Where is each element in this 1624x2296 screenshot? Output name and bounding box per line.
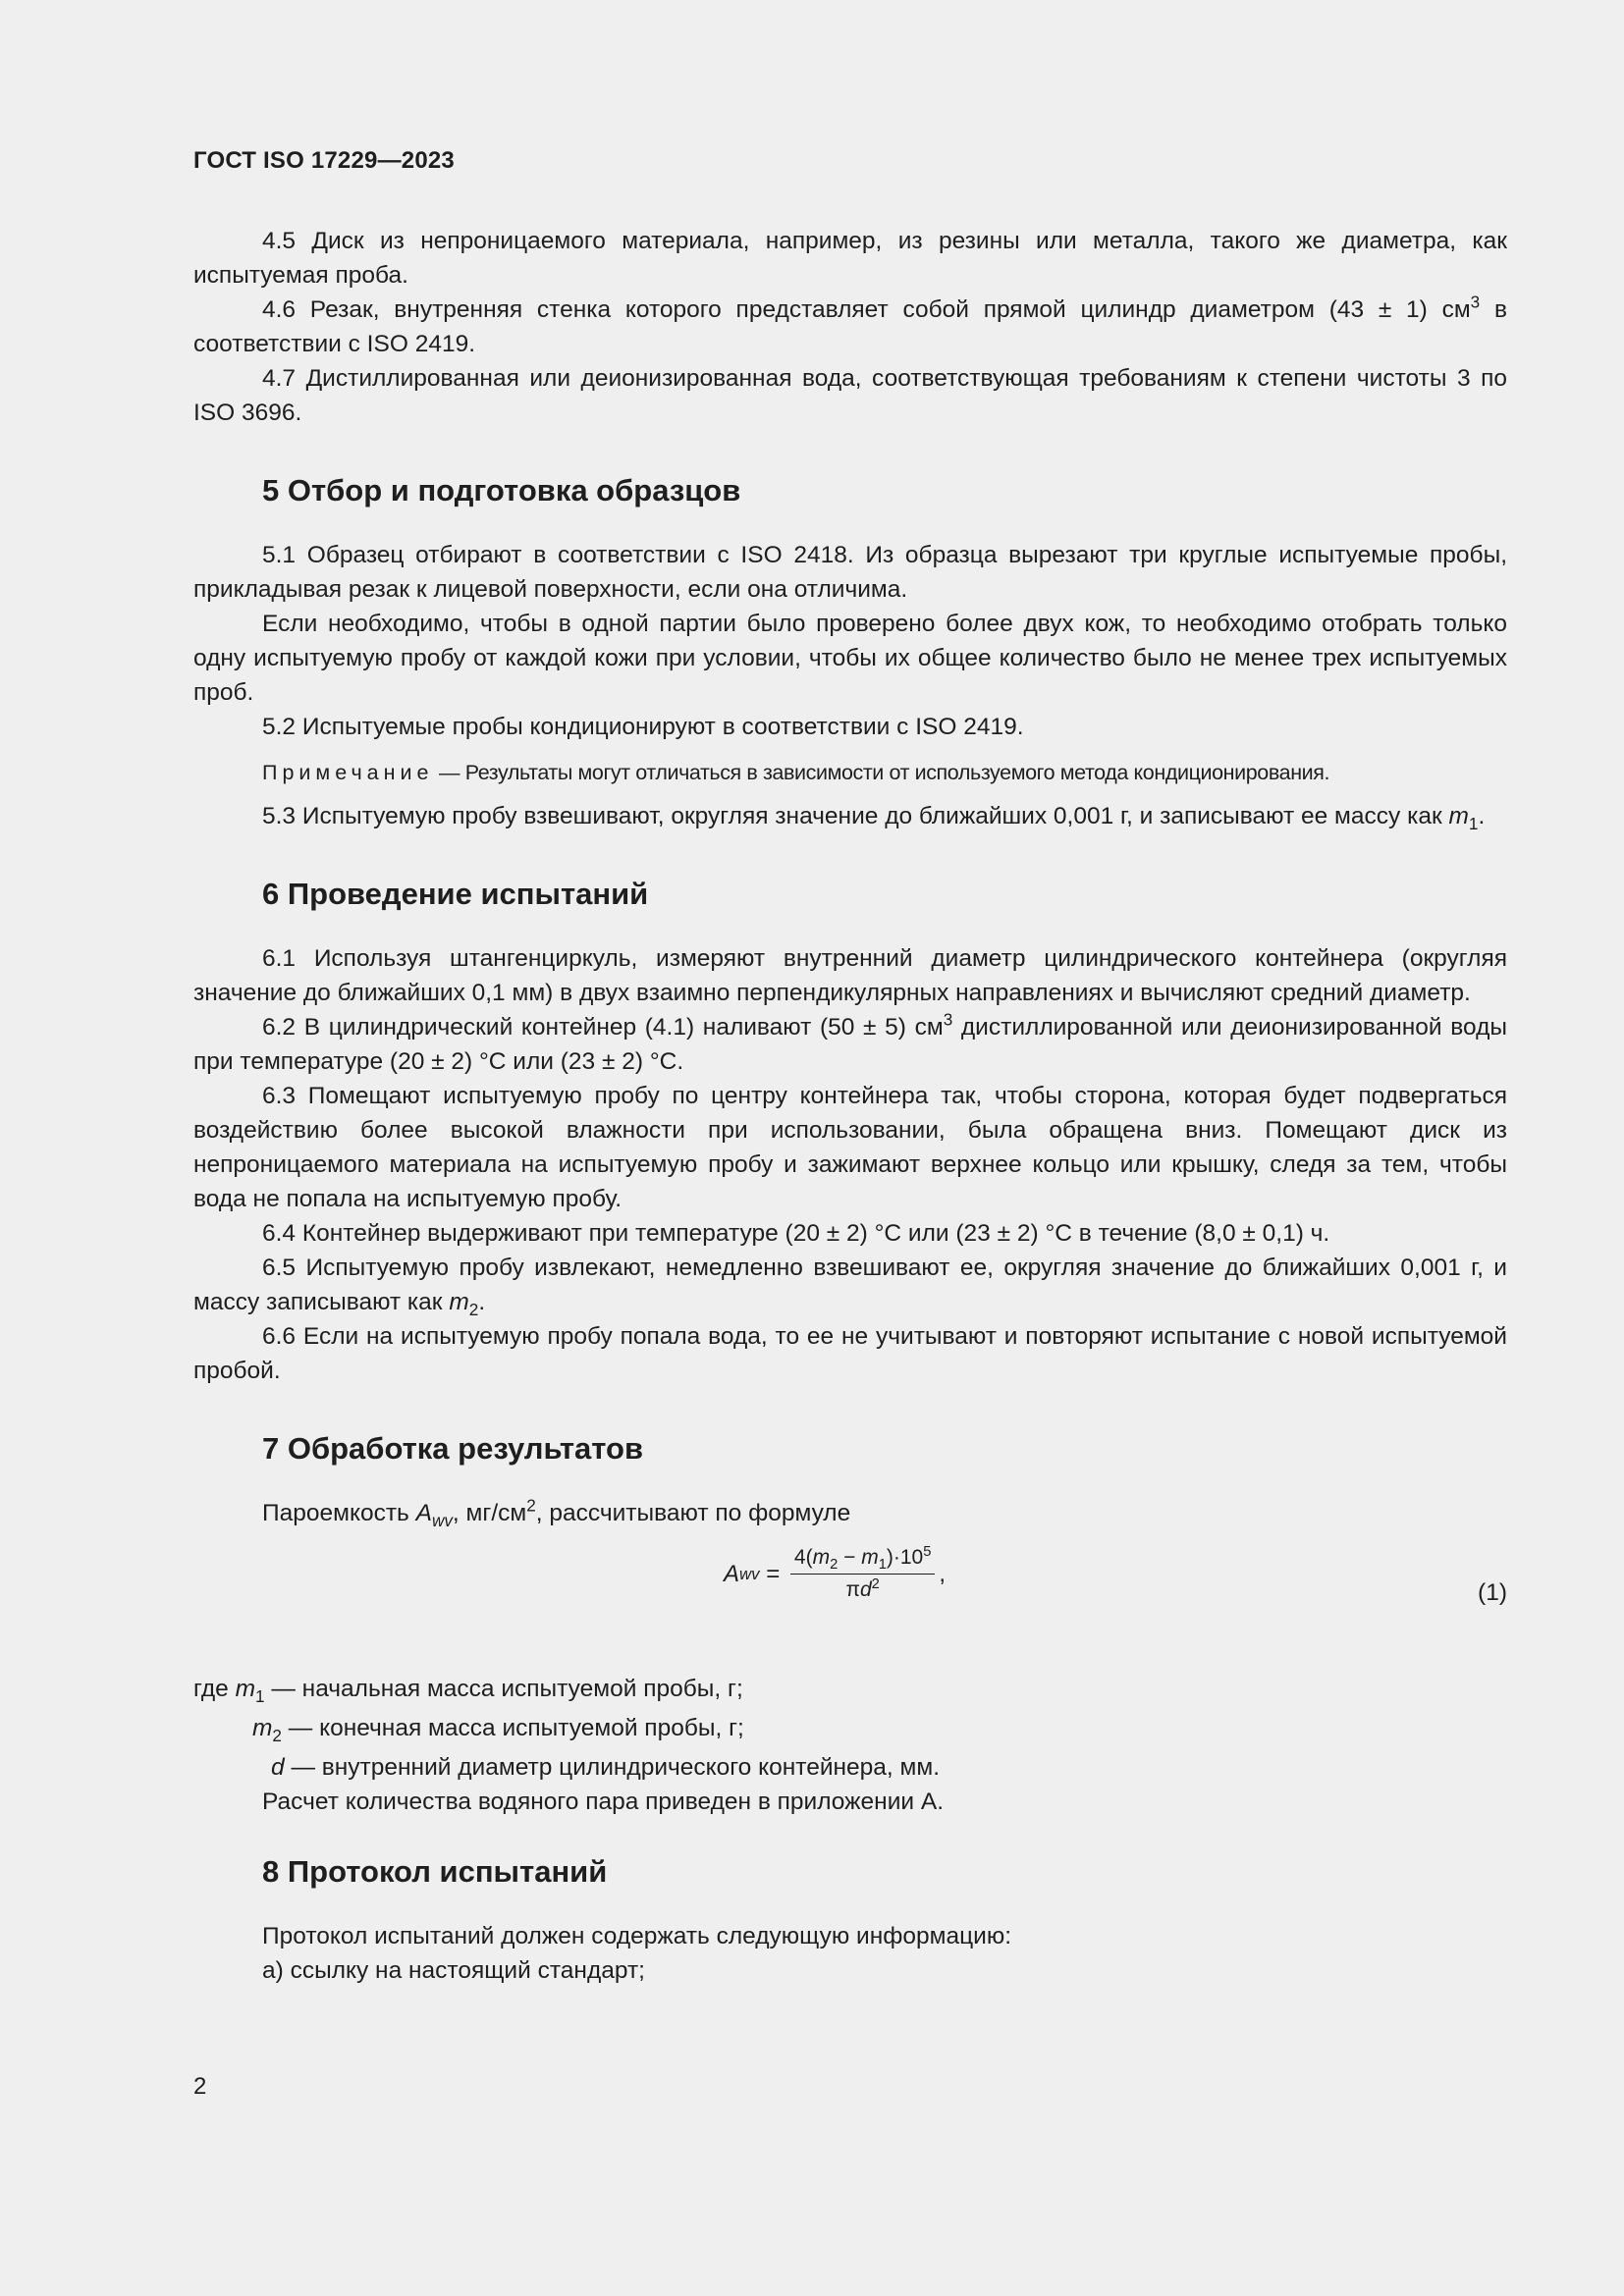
protocol-item-a: а) ссылку на настоящий стандарт; <box>262 1957 645 1984</box>
document-header: ГОСТ ISO 17229—2023 <box>193 147 455 174</box>
annex-reference: Расчет количества водяного пара приведен в приложении А. <box>262 1789 945 1815</box>
note-text: — Результаты могут отличаться в зависимости от используемого метода кондиционирования. <box>433 761 1330 784</box>
formula-denominator: $\pi d^2$ <box>845 1575 880 1601</box>
legend-m2: $m_2$ — конечная масса испытуемой пробы, г; <box>252 1715 744 1745</box>
legend-m1: где $m_1$ — начальная масса испытуемой пробы, г; <box>193 1676 743 1706</box>
formula-fraction <box>790 1544 936 1604</box>
formula-number: (1) <box>1478 1579 1507 1606</box>
formula-lhs: A <box>724 1561 740 1587</box>
clause-6-6: 6.6 Если на испытуемую пробу попала вода, то ее не учитывают и повторяют испытание с новой испытуемой пробой. <box>193 1323 1507 1384</box>
legend-d: d — внутренний диаметр цилиндрического контейнера, мм. <box>271 1754 941 1781</box>
page-number: 2 <box>193 2073 207 2100</box>
clause-5-1-continued: Если необходимо, чтобы в одной партии было проверено более двух кож, то необходимо отобрать только одну испытуемую пробу от каждой кожи при условии, чтобы их общее количество было не менее трех испытуемых проб. <box>193 611 1507 706</box>
section-5-heading: 5 Отбор и подготовка образцов <box>262 473 741 507</box>
formula-intro: Пароемкость $A_{wv}$, $мг/см^2$, рассчитывают по формуле <box>262 1495 851 1530</box>
clause-6-5: 6.5 Испытуемую пробу извлекают, немедленно взвешивают ее, округляя значение до ближайших 0,001 г, и массу записывают как $m_2$. <box>193 1255 1507 1319</box>
section-6-heading: 6 Проведение испытаний <box>262 877 649 911</box>
clause-4-7: 4.7 Дистиллированная или деионизированная вода, соответствующая требованиям к степени чистоты 3 по ISO 3696. <box>193 365 1507 426</box>
formula-1: A wv = $\frac{4(m_2 - m_1)\cdot 10^5}{\pi d^2}$ , (1) <box>193 1538 1507 1646</box>
formula-comma: , <box>939 1561 947 1587</box>
clause-6-2: 6.2 В цилиндрический контейнер (4.1) наливают (50 ± 5) $см^3$ дистиллированной или деионизированной воды при температуре (20 ± 2) °C или (23 ± 2) °C. <box>193 1009 1507 1075</box>
clause-4-5: 4.5 Диск из непроницаемого материала, например, из резины или металла, такого же диаметра, как испытуемая проба. <box>193 228 1507 289</box>
protocol-intro: Протокол испытаний должен содержать следующую информацию: <box>262 1923 1012 1949</box>
document-body <box>193 224 1507 1988</box>
clause-5-3: 5.3 Испытуемую пробу взвешивают, округляя значение до ближайших 0,001 г, и записывают ее массу как $m_1$. <box>262 803 1486 833</box>
section-7-heading: 7 Обработка результатов <box>262 1431 644 1466</box>
note <box>262 756 1507 789</box>
formula-legend <box>193 1672 1507 1815</box>
clause-5-2: 5.2 Испытуемые пробы кондиционируют в соответствии с ISO 2419. <box>262 714 1024 740</box>
clause-6-1: 6.1 Используя штангенциркуль, измеряют внутренний диаметр цилиндрического контейнера (округляя значение до ближайших 0,1 мм) в двух взаимно перпендикулярных направлениях и вычисляют средний диаметр. <box>193 945 1507 1006</box>
note-label: Примечание <box>262 761 434 784</box>
formula-numerator: $4(m_2 - m_1)\cdot 10^5$ <box>790 1544 936 1575</box>
clause-6-3: 6.3 Помещают испытуемую пробу по центру контейнера так, чтобы сторона, которая будет подвергаться воздействию более высокой влажности при использовании, была обращена вниз. Помещают диск из непроницаемого материала на испытуемую пробу и зажимают верхнее кольцо или крышку, следя за тем, чтобы вода не попала на испытуемую пробу. <box>193 1083 1507 1212</box>
clause-6-4: 6.4 Контейнер выдерживают при температуре (20 ± 2) °C или (23 ± 2) °C в течение (8,0 ± 0,1) ч. <box>262 1220 1330 1247</box>
formula-equals: = <box>759 1561 786 1587</box>
section-8-heading: 8 Протокол испытаний <box>262 1854 608 1889</box>
clause-4-6: 4.6 Резак, внутренняя стенка которого представляет собой прямой цилиндр диаметром (43 ± 1) $см^3$ в соответствии с ISO 2419. <box>193 292 1507 357</box>
clause-5-1: 5.1 Образец отбирают в соответствии с ISO 2418. Из образца вырезают три круглые испытуемые пробы, прикладывая резак к лицевой поверхности, если она отличима. <box>193 542 1507 603</box>
